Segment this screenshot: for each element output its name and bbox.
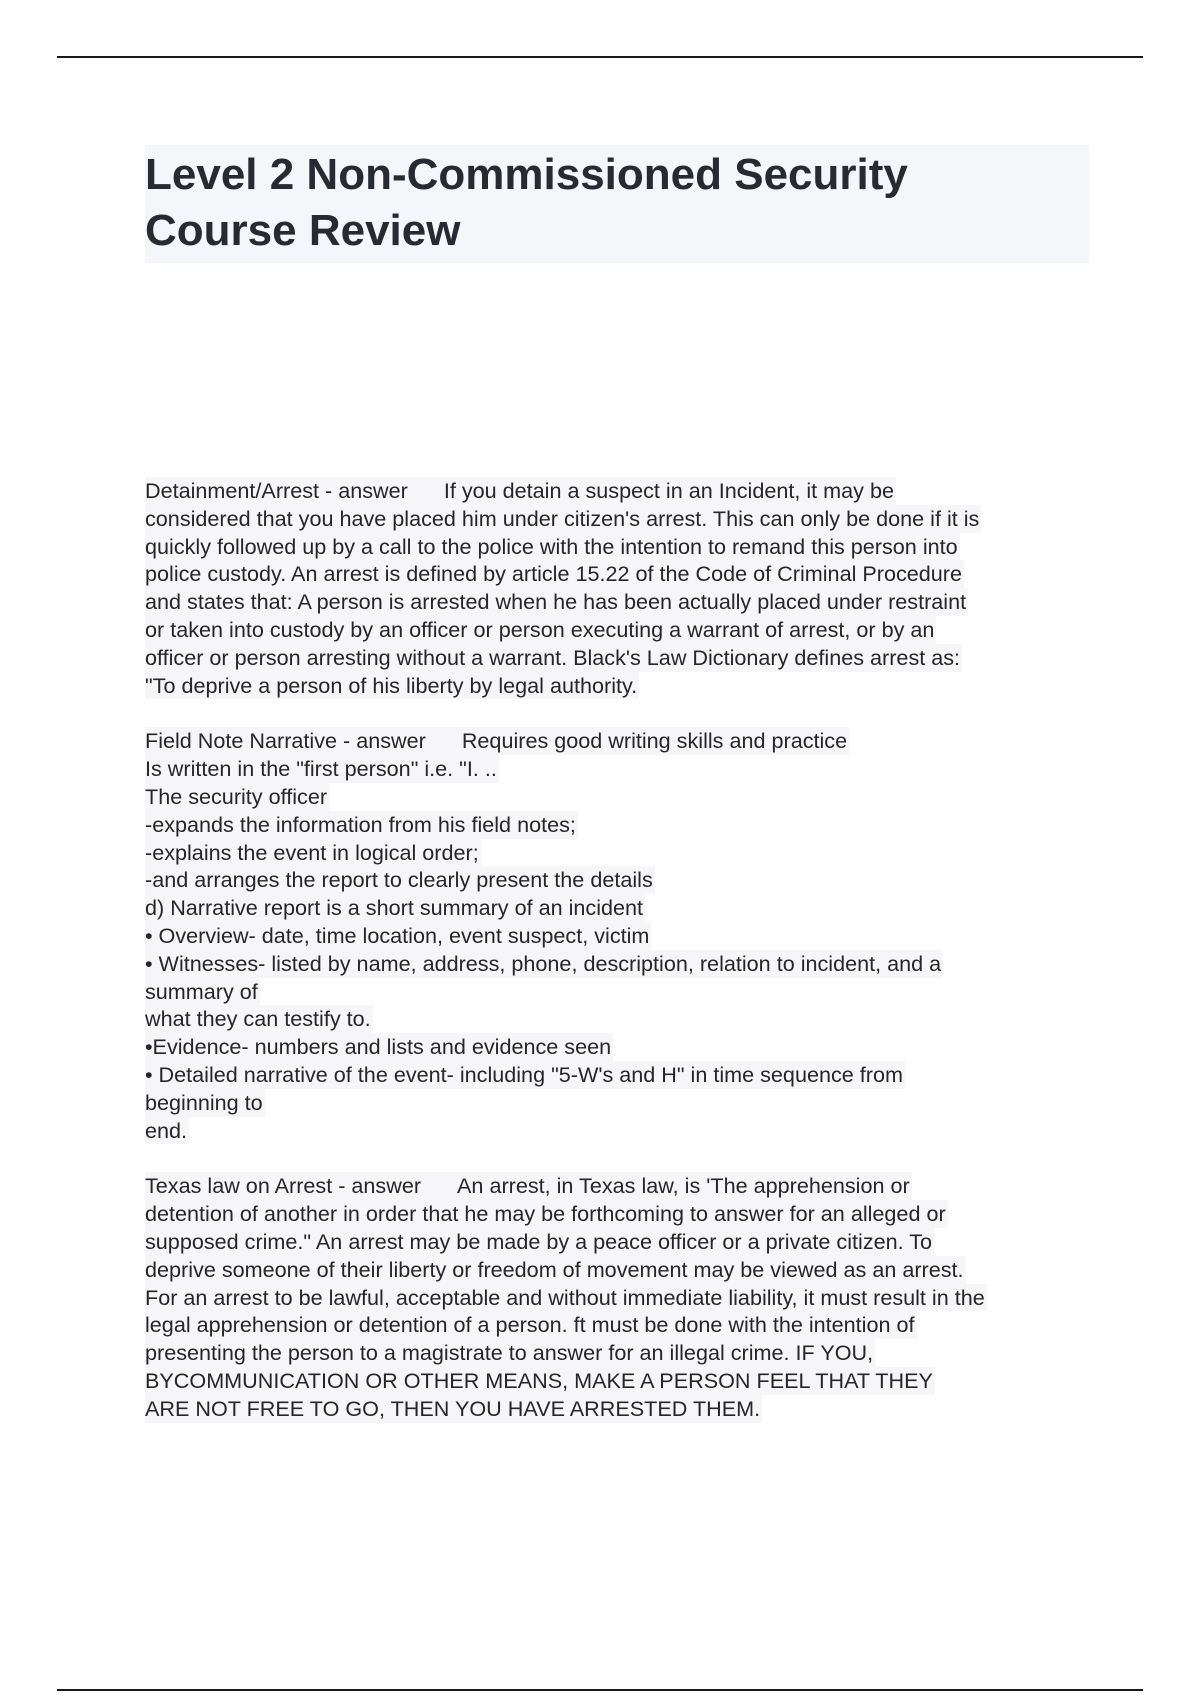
entry-line: • Witnesses- listed by name, address, phone, description, relation to incident, and a — [145, 950, 942, 976]
top-rule — [57, 56, 1143, 58]
entry-line: -expands the information from his field notes; — [145, 811, 576, 837]
entry-line: -explains the event in logical order; — [145, 839, 479, 865]
entry-line: -and arranges the report to clearly present the details — [145, 867, 653, 893]
entry-line: Is written in the "first person" i.e. "I. .. — [145, 756, 497, 782]
entry-first-line — [145, 1172, 912, 1200]
entry-line: presenting the person to a magistrate to answer for an illegal crime. IF YOU, — [145, 1340, 874, 1366]
entry-first-line — [145, 727, 849, 755]
entry-line: •Evidence- numbers and lists and evidence seen — [145, 1034, 612, 1060]
qa-list — [145, 477, 1089, 1451]
entry-line: detention of another in order that he may be forthcoming to answer for an alleged or — [145, 1201, 946, 1227]
entry-line: what they can testify to. — [145, 1006, 371, 1032]
entry-line: supposed crime." An arrest may be made by a peace officer or a private citizen. To — [145, 1228, 933, 1254]
entry-line: ARE NOT FREE TO GO, THEN YOU HAVE ARRESTED THEM. — [145, 1395, 761, 1421]
entry-line: considered that you have placed him under citizen's arrest. This can only be done if it is — [145, 505, 980, 531]
qa-entry — [145, 727, 1089, 1144]
entry-line: d) Narrative report is a short summary of an incident — [145, 895, 644, 921]
entry-line: "To deprive a person of his liberty by legal authority. — [145, 672, 638, 698]
entry-line: and states that: A person is arrested when he has been actually placed under restraint — [145, 589, 967, 615]
qa-entry — [145, 1172, 1089, 1422]
title-line: Level 2 Non-Commissioned Security — [145, 150, 908, 199]
entry-line: beginning to — [145, 1089, 263, 1115]
entry-line: summary of — [145, 978, 258, 1004]
entry-line: • Overview- date, time location, event suspect, victim — [145, 922, 650, 948]
entry-line: end. — [145, 1117, 188, 1143]
qa-entry — [145, 477, 1089, 699]
entry-line: For an arrest to be lawful, acceptable and without immediate liability, it must result in the — [145, 1284, 985, 1310]
entry-first-line — [145, 477, 896, 505]
entry-answer-start: Requires good writing skills and practice — [461, 728, 848, 754]
entry-line: The security officer — [145, 783, 328, 809]
entry-term: Field Note Narrative - answer — [145, 728, 426, 754]
entry-line: or taken into custody by an officer or person executing a warrant of arrest, or by an — [145, 616, 935, 642]
entry-line: quickly followed up by a call to the police with the intention to remand this person into — [145, 533, 958, 559]
page-title — [145, 145, 1089, 263]
entry-term: Texas law on Arrest - answer — [145, 1173, 422, 1199]
entry-line: deprive someone of their liberty or freedom of movement may be viewed as an arrest. — [145, 1256, 964, 1282]
entry-answer-start: An arrest, in Texas law, is 'The apprehension or — [457, 1173, 910, 1199]
bottom-rule — [57, 1689, 1143, 1691]
entry-line: officer or person arresting without a warrant. Black's Law Dictionary defines arrest as: — [145, 644, 961, 670]
title-line: Course Review — [145, 206, 461, 255]
entry-line: • Detailed narrative of the event- including "5-W's and H" in time sequence from — [145, 1061, 903, 1087]
entry-term: Detainment/Arrest - answer — [145, 478, 408, 503]
entry-answer-start: If you detain a suspect in an Incident, it may be — [443, 478, 894, 503]
entry-line: legal apprehension or detention of a person. ft must be done with the intention of — [145, 1312, 915, 1338]
entry-line: BYCOMMUNICATION OR OTHER MEANS, MAKE A PERSON FEEL THAT THEY — [145, 1367, 933, 1393]
entry-line: police custody. An arrest is defined by article 15.22 of the Code of Criminal Procedure — [145, 561, 962, 587]
title-block — [145, 145, 1089, 263]
